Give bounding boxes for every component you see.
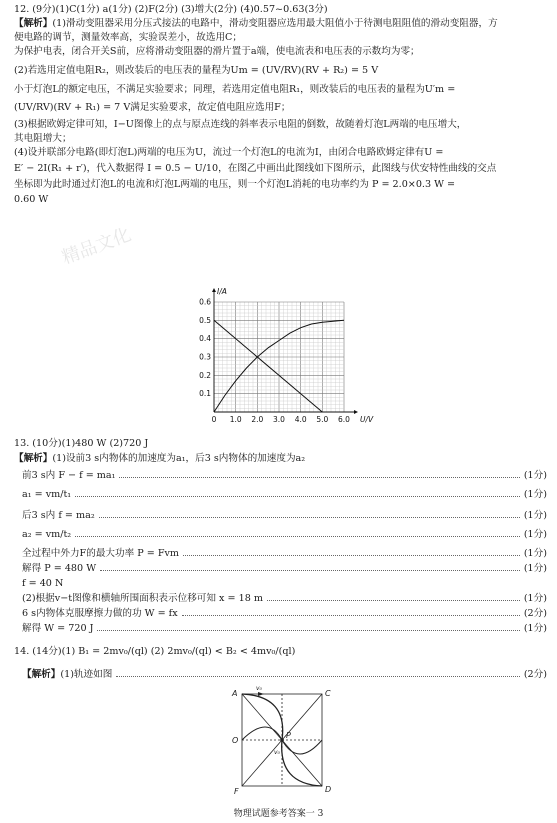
q12-p4a: (4)设并联部分电路(即灯泡L)两端的电压为U，流过一个灯泡L的电流为I，由闭合电路欧姆定律有U = [14,147,444,158]
score-mark: (2分) [523,669,547,680]
y-tick-label: 0.1 [199,389,211,399]
q13-line9: 6 s内物体克服摩擦力做的功 W = fx (2分) [22,608,547,619]
x-tick-label: 6.0 [338,415,350,424]
q13-intro: 【解析】(1)设前3 s内物体的加速度为a₁，后3 s内物体的加速度为a₂ [14,453,306,464]
label-o: O [232,736,239,745]
x-tick-label: 5.0 [316,415,329,424]
q12-p3b: 其电阻增大； [14,133,72,144]
q12-p3a: (3)根据欧姆定律可知，I−U图像上的点与原点连线的斜率表示电阻的倒数，故随着灯泡L两端的电压增大， [14,119,467,130]
page-footer: 物理试题参考答案一 3 [233,809,324,819]
x-tick-label: 2.0 [251,415,264,424]
q14-header: 14. (14分)(1) B₁ = 2mv₀/(ql) (2) 2mv₀/(ql) < B₂ < 4mv₀/(ql) [14,646,296,657]
y-axis-arrow-icon [212,288,216,292]
q12-p4d: 0.60 W [14,194,49,205]
q13-line8: (2)根据v−t图像和横轴所围面积表示位移可知 x = 18 m (1分) [22,593,547,604]
x-tick-label: 0 [211,415,217,424]
score-mark: (1分) [523,563,547,574]
score-mark: (1分) [523,510,547,521]
q12-header: 12. (9分)(1)C(1分) a(1分) (2)F(2分) (3)增大(2分) (4)0.57~0.63(3分) [14,4,328,15]
y-axis-label: I/A [217,287,227,296]
x-tick-label: 1.0 [229,415,242,424]
q13-line3: 后3 s内 f = ma₂ (1分) [22,510,547,521]
q13-header: 13. (10分)(1)480 W (2)720 J [14,438,149,449]
q13-line1: 前3 s内 F − f = ma₁ (1分) [22,470,547,481]
label-p: P [286,731,291,740]
q12-p2a: (2)若选用定值电阻R₂，则改装后的电压表的量程为Um = (UV/RV)(RV + R₂) = 5 V [14,65,379,76]
score-mark: (1分) [523,548,547,559]
q13-line5: 全过程中外力F的最大功率 P = Fvm (1分) [22,548,547,559]
x-tick-label: 3.0 [273,415,285,424]
score-mark: (1分) [523,529,547,540]
x-axis-label: U/V [360,415,374,424]
label-c: C [325,689,331,698]
x-axis-arrow-icon [354,410,358,414]
watermark: 精品文化 [59,224,134,269]
score-mark: (2分) [523,608,547,619]
q12-p4c: 坐标即为此时通过灯泡L的电流和灯泡L两端的电压，则一个灯泡L消耗的电功率约为 P = 2.0×0.3 W = [14,179,456,190]
jiexi-label: 【解析】 [22,669,61,680]
velocity-arrow-icon [258,692,264,696]
score-mark: (1分) [523,489,547,500]
y-tick-label: 0.6 [199,297,211,307]
label-f: F [234,787,239,796]
q12-p1c: 为保护电表，闭合开关S前，应将滑动变阻器的滑片置于a端，使电流表和电压表的示数均为零； [14,46,420,57]
y-tick-label: 0.4 [199,334,211,344]
q13-line7: f = 40 N [22,578,64,589]
q12-p1b: 便电路的调节，测量效率高，实验误差小，故选用C； [14,32,242,43]
score-mark: (1分) [523,623,547,634]
trajectory-figure [228,684,338,799]
y-tick-label: 0.3 [199,352,211,362]
y-tick-label: 0.2 [199,370,211,380]
jiexi-label: 【解析】 [14,453,53,464]
q14-intro: 【解析】 (1)轨迹如图 (2分) [22,669,547,680]
iu-chart [190,282,374,432]
score-mark: (1分) [523,593,547,604]
point-p [280,738,284,742]
q12-p4b: E′ − 2I(R₁ + r′)，代入数据得 I = 0.5 − U/10，在图乙中画出此图线如下图所示，此图线与伏安特性曲线的交点 [14,163,497,174]
q13-line6: 解得 P = 480 W (1分) [22,563,547,574]
q13-line10: 解得 W = 720 J (1分) [22,623,547,634]
label-v0-mid: v₀ [274,749,280,756]
y-tick-label: 0.5 [199,315,211,325]
jiexi-label: 【解析】 [14,18,53,29]
q13-line4: a₂ = vm/t₂ (1分) [22,529,547,540]
label-v0-top: v₀ [256,685,262,692]
q12-p2c: (UV/RV)(RV + R₁) = 7 V满足实验要求，故定值电阻应选用F； [14,102,291,113]
series-line-2 [214,320,322,412]
x-tick-label: 4.0 [294,415,307,424]
q13-line2: a₁ = vm/t₁ (1分) [22,489,547,500]
q12-p2b: 小于灯泡L的额定电压，不满足实验要求；同理，若选用定值电阻R₁，则改装后的电压表的量程为U′m = [14,84,456,95]
label-d: D [325,785,332,794]
score-mark: (1分) [523,470,547,481]
label-a: A [232,689,238,698]
q12-p1a: 【解析】(1)滑动变阻器采用分压式接法的电路中，滑动变阻器应选用最大阻值小于待测电阻阻值的滑动变阻器，方 [14,18,498,29]
